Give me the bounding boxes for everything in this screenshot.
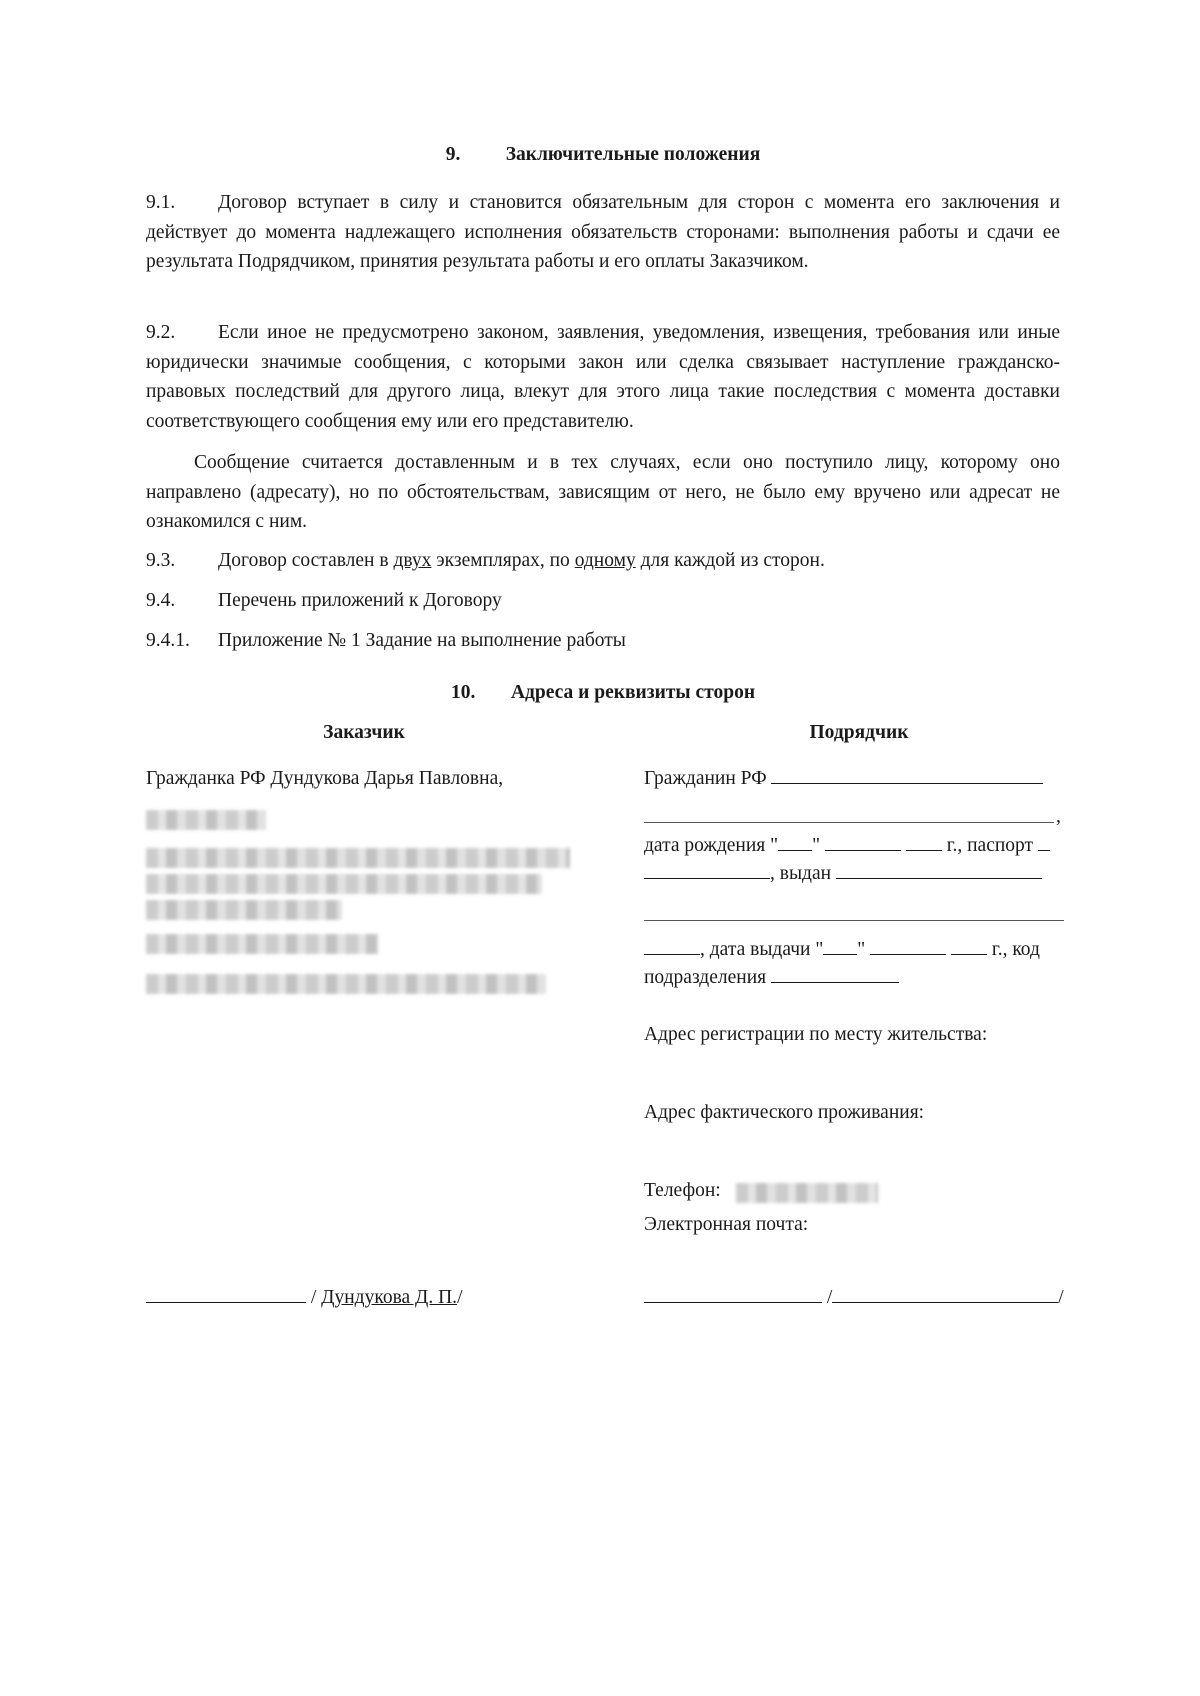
blank-line	[870, 938, 946, 955]
clause-number: 9.4.	[146, 590, 176, 611]
clause-number: 9.1.	[146, 192, 176, 213]
separator: /	[826, 1287, 833, 1308]
blank-line	[823, 938, 857, 955]
blank-line	[644, 938, 700, 955]
clause-text: Если иное не предусмотрено законом, заявления, уведомления, извещения, требования или иные юридически значимые сообщения, с которыми закон или сделка связывает наступление гражданско-правовых последствий для другого лица, влекут для этого лица такие последствия с момента доставки соответствующего сообщения ему или его представителю.	[146, 322, 1060, 432]
blank-line	[644, 862, 770, 879]
blank-line	[771, 966, 899, 983]
signature-blank	[832, 1286, 1058, 1303]
separator: /	[1058, 1287, 1064, 1308]
clause-text: Договор вступает в силу и становится обязательным для сторон с момента его заключения и действует до момента надлежащего исполнения обязательств сторонами: выполнения работы и сдачи ее результата Подрядчиком, принятия результата работы и его оплаты Заказчиком.	[146, 192, 1060, 272]
section-9-heading	[146, 144, 1060, 166]
field-label: г., код	[991, 939, 1040, 960]
clause-9-2	[146, 318, 1060, 436]
signature-blank	[644, 1286, 822, 1303]
field-label: подразделения	[644, 967, 767, 988]
clause-text: для каждой из сторон.	[635, 550, 825, 571]
signatory-name: Дундукова Д. П.	[321, 1287, 458, 1308]
clause-text: Сообщение считается доставленным и в тех случаях, если оно поступило лицу, которому оно направлено (адресату), но по обстоятельствам, зависящим от него, не было ему вручено или адресат не ознакомился с ним.	[146, 452, 1060, 532]
underlined-word: одному	[574, 550, 636, 571]
redacted-text	[146, 848, 570, 868]
phone-line	[644, 1180, 721, 1202]
clause-number: 9.3.	[146, 550, 176, 571]
clause-text: Договор составлен в	[218, 550, 394, 571]
blank-line	[951, 938, 987, 955]
clause-9-4-1	[146, 626, 1060, 656]
blank-line	[1038, 834, 1050, 851]
blank-line	[644, 822, 1054, 823]
contractor-title: Подрядчик	[809, 722, 909, 743]
email-label: Электронная почта:	[644, 1214, 809, 1235]
separator: /	[457, 1287, 463, 1308]
section-title: Адреса и реквизиты сторон	[510, 682, 756, 703]
field-label: дата рождения "	[644, 835, 779, 856]
field-label: "	[857, 939, 866, 960]
comma: ,	[1056, 806, 1061, 827]
blank-line	[906, 834, 942, 851]
redacted-phone	[736, 1183, 878, 1203]
clause-number: 9.2.	[146, 322, 176, 343]
blank-line	[778, 834, 812, 851]
signature-blank	[146, 1286, 306, 1303]
clause-text: экземплярах, по	[431, 550, 575, 571]
section-number: 9.	[445, 144, 461, 165]
redacted-text	[146, 810, 266, 830]
blank-line	[771, 769, 1043, 784]
field-label: г., паспорт	[946, 835, 1034, 856]
field-label: "	[812, 835, 821, 856]
contractor-signature-line	[644, 1286, 1064, 1309]
blank-line	[836, 862, 1042, 879]
field-label: Гражданин РФ	[644, 768, 767, 789]
clause-text: Перечень приложений к Договору	[218, 590, 502, 611]
blank-line	[825, 834, 901, 851]
field-label: , дата выдачи "	[700, 939, 824, 960]
clause-9-2-continuation	[146, 448, 1060, 537]
issued-line	[644, 862, 1042, 885]
reg-address-label: Адрес регистрации по месту жительства:	[644, 1024, 988, 1045]
birth-date-line	[644, 834, 1050, 857]
section-number: 10.	[450, 682, 476, 703]
redacted-text	[146, 900, 342, 920]
underlined-word: двух	[393, 550, 432, 571]
separator: /	[306, 1287, 322, 1308]
field-label: , выдан	[770, 863, 832, 884]
redacted-text	[146, 974, 546, 994]
blank-line	[644, 920, 1064, 921]
actual-address-label: Адрес фактического проживания:	[644, 1102, 925, 1123]
field-label: Телефон:	[644, 1180, 721, 1201]
clause-9-4	[146, 586, 1060, 616]
clause-number: 9.4.1.	[146, 630, 190, 651]
clause-9-1	[146, 188, 1060, 277]
issue-date-line	[644, 938, 1040, 961]
clause-text: Приложение № 1 Задание на выполнение работы	[218, 630, 626, 651]
contractor-citizen-line	[644, 768, 1043, 790]
redacted-text	[146, 934, 378, 954]
customer-title: Заказчик	[323, 722, 405, 743]
redacted-text	[146, 874, 542, 894]
section-title: Заключительные положения	[505, 144, 761, 165]
clause-9-3	[146, 546, 1060, 576]
section-10-heading	[146, 682, 1060, 704]
customer-signature-line	[146, 1286, 462, 1309]
customer-name-line: Гражданка РФ Дундукова Дарья Павловна,	[146, 768, 504, 789]
division-line	[644, 966, 899, 989]
